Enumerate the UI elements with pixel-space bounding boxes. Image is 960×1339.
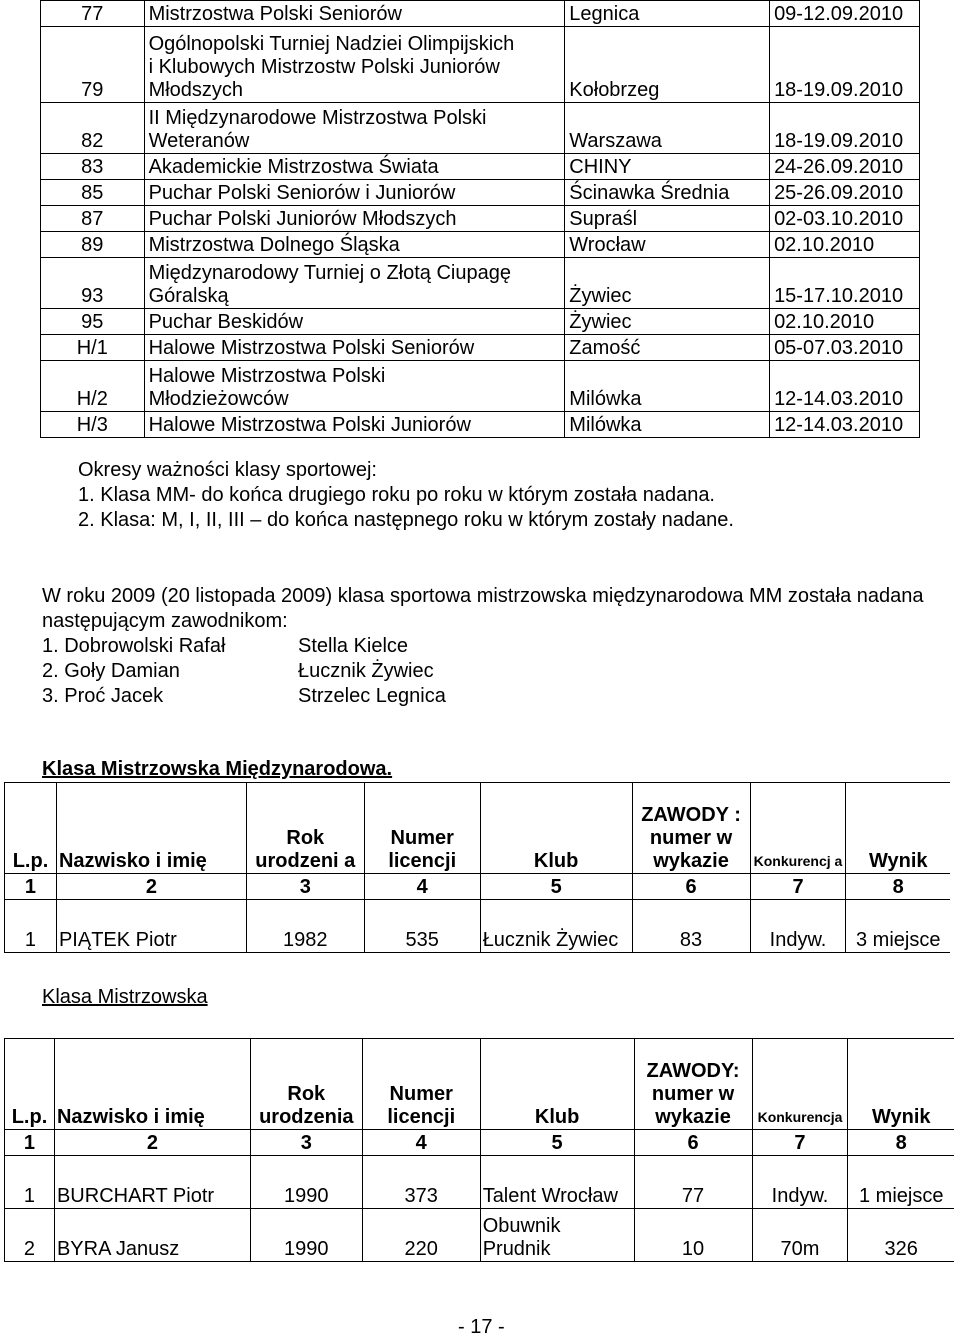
athlete-name: 2. Goły Damian	[42, 660, 180, 682]
competition-name	[144, 103, 565, 154]
column-number: 8	[846, 874, 950, 900]
competition-place: Wrocław	[565, 232, 770, 258]
competition-number: 82	[41, 103, 145, 154]
column-header: ZAWODY: numer w wykazie	[634, 1039, 752, 1130]
column-number-row	[5, 1130, 955, 1156]
table-cell: 1982	[246, 900, 364, 953]
column-number: 5	[480, 1130, 634, 1156]
competition-date: 18-19.09.2010	[770, 27, 920, 103]
competition-place: Żywiec	[565, 309, 770, 335]
competition-number: 77	[41, 1, 145, 27]
competition-name	[144, 232, 565, 258]
table-cell: Indyw.	[752, 1156, 848, 1209]
competition-row	[41, 103, 920, 154]
competition-place: Żywiec	[565, 258, 770, 309]
competition-name	[144, 412, 565, 438]
table-cell: Talent Wrocław	[480, 1156, 634, 1209]
table-row	[5, 900, 951, 953]
column-header: Numer licencji	[362, 1039, 480, 1130]
competition-number: H/2	[41, 361, 145, 412]
column-header: Nazwisko i imię	[56, 783, 246, 874]
validity-heading: Okresy ważności klasy sportowej:	[78, 459, 377, 481]
competition-date: 02-03.10.2010	[770, 206, 920, 232]
column-number: 6	[634, 1130, 752, 1156]
athlete-row	[42, 634, 932, 659]
column-number: 7	[752, 1130, 848, 1156]
competition-date: 02.10.2010	[770, 232, 920, 258]
table-cell: 1	[5, 1156, 55, 1209]
competition-place: Milówka	[565, 361, 770, 412]
competition-place: Supraśl	[565, 206, 770, 232]
competition-name	[144, 335, 565, 361]
column-header: Nazwisko i imię	[54, 1039, 250, 1130]
table-cell: 1990	[250, 1209, 362, 1262]
validity-item: 2. Klasa: M, I, II, III – do końca następnego roku w którym zostały nadane.	[78, 509, 734, 531]
column-number-row	[5, 874, 951, 900]
competition-name-line: Ogólnopolski Turniej Nadziei Olimpijskich	[148, 33, 515, 55]
table-cell: Indyw.	[750, 900, 846, 953]
competition-name	[144, 180, 565, 206]
competition-place: Kołobrzeg	[565, 27, 770, 103]
athlete-row	[42, 684, 932, 709]
competition-number: 89	[41, 232, 145, 258]
table-cell: 83	[632, 900, 750, 953]
table-cell: 2	[5, 1209, 55, 1262]
table-mm-title: Klasa Mistrzowska Międzynarodowa.	[42, 758, 393, 780]
column-header: Numer licencji	[364, 783, 480, 874]
competition-place: Ścinawka Średnia	[565, 180, 770, 206]
table-cell: 77	[634, 1156, 752, 1209]
column-header: L.p.	[5, 783, 57, 874]
competition-row	[41, 335, 920, 361]
header-row	[5, 783, 951, 874]
competition-place: Legnica	[565, 1, 770, 27]
column-number: 1	[5, 874, 57, 900]
competition-name-line: Mistrzostwa Polski Seniorów	[148, 3, 402, 25]
mm-award-section	[42, 584, 932, 709]
column-header: Rok urodzenia	[250, 1039, 362, 1130]
table-cell: PIĄTEK Piotr	[56, 900, 246, 953]
athlete-club: Łucznik Żywiec	[298, 660, 434, 682]
column-number: 3	[250, 1130, 362, 1156]
column-header: Klub	[480, 1039, 634, 1130]
validity-item: 1. Klasa MM- do końca drugiego roku po roku w którym została nadana.	[78, 484, 715, 506]
competition-date: 05-07.03.2010	[770, 335, 920, 361]
competition-name-line: Młodszych	[148, 79, 244, 101]
column-header: Konkurencja	[752, 1039, 848, 1130]
competition-number: 83	[41, 154, 145, 180]
competition-row	[41, 27, 920, 103]
table-cell: BURCHART Piotr	[54, 1156, 250, 1209]
table-cell: 1 miejsce	[848, 1156, 954, 1209]
competition-place: Milówka	[565, 412, 770, 438]
athlete-row	[42, 659, 932, 684]
column-number: 4	[362, 1130, 480, 1156]
table-cell: BYRA Janusz	[54, 1209, 250, 1262]
competition-name-line: Halowe Mistrzostwa Polski	[148, 365, 386, 387]
competition-place: Zamość	[565, 335, 770, 361]
competition-date: 12-14.03.2010	[770, 361, 920, 412]
competition-name-line: Halowe Mistrzostwa Polski Seniorów	[148, 337, 475, 359]
validity-section	[78, 458, 734, 533]
competitions-table	[40, 0, 920, 438]
column-header: Wynik	[848, 1039, 954, 1130]
competition-name	[144, 258, 565, 309]
competition-number: H/1	[41, 335, 145, 361]
column-header: Wynik	[846, 783, 950, 874]
table-cell: 3 miejsce	[846, 900, 950, 953]
column-number: 2	[54, 1130, 250, 1156]
competition-row	[41, 1, 920, 27]
competition-name-line: II Międzynarodowe Mistrzostwa Polski	[148, 107, 487, 129]
competition-name	[144, 361, 565, 412]
competition-name	[144, 154, 565, 180]
table-cell: 535	[364, 900, 480, 953]
competition-date: 15-17.10.2010	[770, 258, 920, 309]
column-header: Rok urodzeni a	[246, 783, 364, 874]
competition-row	[41, 361, 920, 412]
column-number: 5	[480, 874, 632, 900]
column-header: Konkurencj a	[750, 783, 846, 874]
table-row	[5, 1209, 955, 1262]
competition-name-line: Puchar Polski Seniorów i Juniorów	[148, 182, 456, 204]
table-cell: 70m	[752, 1209, 848, 1262]
mm-award-paragraph: W roku 2009 (20 listopada 2009) klasa sportowa mistrzowska międzynarodowa MM została nadana następującym zawodnikom:	[42, 585, 924, 632]
competition-name-line: Góralską	[148, 285, 229, 307]
competition-number: H/3	[41, 412, 145, 438]
header-row	[5, 1039, 955, 1130]
competition-name-line: Mistrzostwa Dolnego Śląska	[148, 234, 400, 256]
column-header: Klub	[480, 783, 632, 874]
competition-name-line: Międzynarodowy Turniej o Złotą Ciupagę	[148, 262, 511, 284]
table-cell: 1	[5, 900, 57, 953]
table-cell: Obuwnik Prudnik	[480, 1209, 634, 1262]
column-number: 4	[364, 874, 480, 900]
athlete-name: 3. Proć Jacek	[42, 685, 164, 707]
competition-number: 85	[41, 180, 145, 206]
competition-number: 95	[41, 309, 145, 335]
athlete-club: Stella Kielce	[298, 635, 409, 657]
competition-row	[41, 232, 920, 258]
competition-row	[41, 206, 920, 232]
table-row	[5, 1156, 955, 1209]
competition-date: 12-14.03.2010	[770, 412, 920, 438]
competition-number: 93	[41, 258, 145, 309]
competition-name	[144, 309, 565, 335]
competition-row	[41, 180, 920, 206]
competition-name-line: Weteranów	[148, 130, 250, 152]
competition-place: Warszawa	[565, 103, 770, 154]
competition-date: 02.10.2010	[770, 309, 920, 335]
table-cell: 220	[362, 1209, 480, 1262]
column-number: 1	[5, 1130, 55, 1156]
competition-name	[144, 27, 565, 103]
column-number: 3	[246, 874, 364, 900]
competition-row	[41, 258, 920, 309]
competition-name-line: Puchar Beskidów	[148, 311, 304, 333]
table-cell: 10	[634, 1209, 752, 1262]
table-m-title: Klasa Mistrzowska	[42, 986, 208, 1008]
table-cell: 1990	[250, 1156, 362, 1209]
competition-date: 25-26.09.2010	[770, 180, 920, 206]
column-number: 7	[750, 874, 846, 900]
competition-number: 87	[41, 206, 145, 232]
table-cell: 326	[848, 1209, 954, 1262]
column-number: 8	[848, 1130, 954, 1156]
competition-date: 09-12.09.2010	[770, 1, 920, 27]
column-number: 6	[632, 874, 750, 900]
table-cell: Łucznik Żywiec	[480, 900, 632, 953]
athlete-name: 1. Dobrowolski Rafał	[42, 635, 226, 657]
competition-date: 24-26.09.2010	[770, 154, 920, 180]
table-m	[4, 1038, 954, 1262]
competition-name-line: Puchar Polski Juniorów Młodszych	[148, 208, 457, 230]
competition-name	[144, 206, 565, 232]
athlete-club: Strzelec Legnica	[298, 685, 446, 707]
competition-name-line: Halowe Mistrzostwa Polski Juniorów	[148, 414, 471, 436]
column-header: ZAWODY : numer w wykazie	[632, 783, 750, 874]
column-header: L.p.	[5, 1039, 55, 1130]
table-cell: 373	[362, 1156, 480, 1209]
competition-name	[144, 1, 565, 27]
competition-name-line: i Klubowych Mistrzostw Polski Juniorów	[148, 56, 500, 78]
competition-row	[41, 309, 920, 335]
page-number: - 17 -	[458, 1316, 505, 1338]
competition-name-line: Młodzieżowców	[148, 388, 289, 410]
competition-date: 18-19.09.2010	[770, 103, 920, 154]
table-mm	[4, 782, 950, 953]
competition-row	[41, 412, 920, 438]
column-number: 2	[56, 874, 246, 900]
competition-number: 79	[41, 27, 145, 103]
competition-name-line: Akademickie Mistrzostwa Świata	[148, 156, 439, 178]
competition-row	[41, 154, 920, 180]
competition-place: CHINY	[565, 154, 770, 180]
